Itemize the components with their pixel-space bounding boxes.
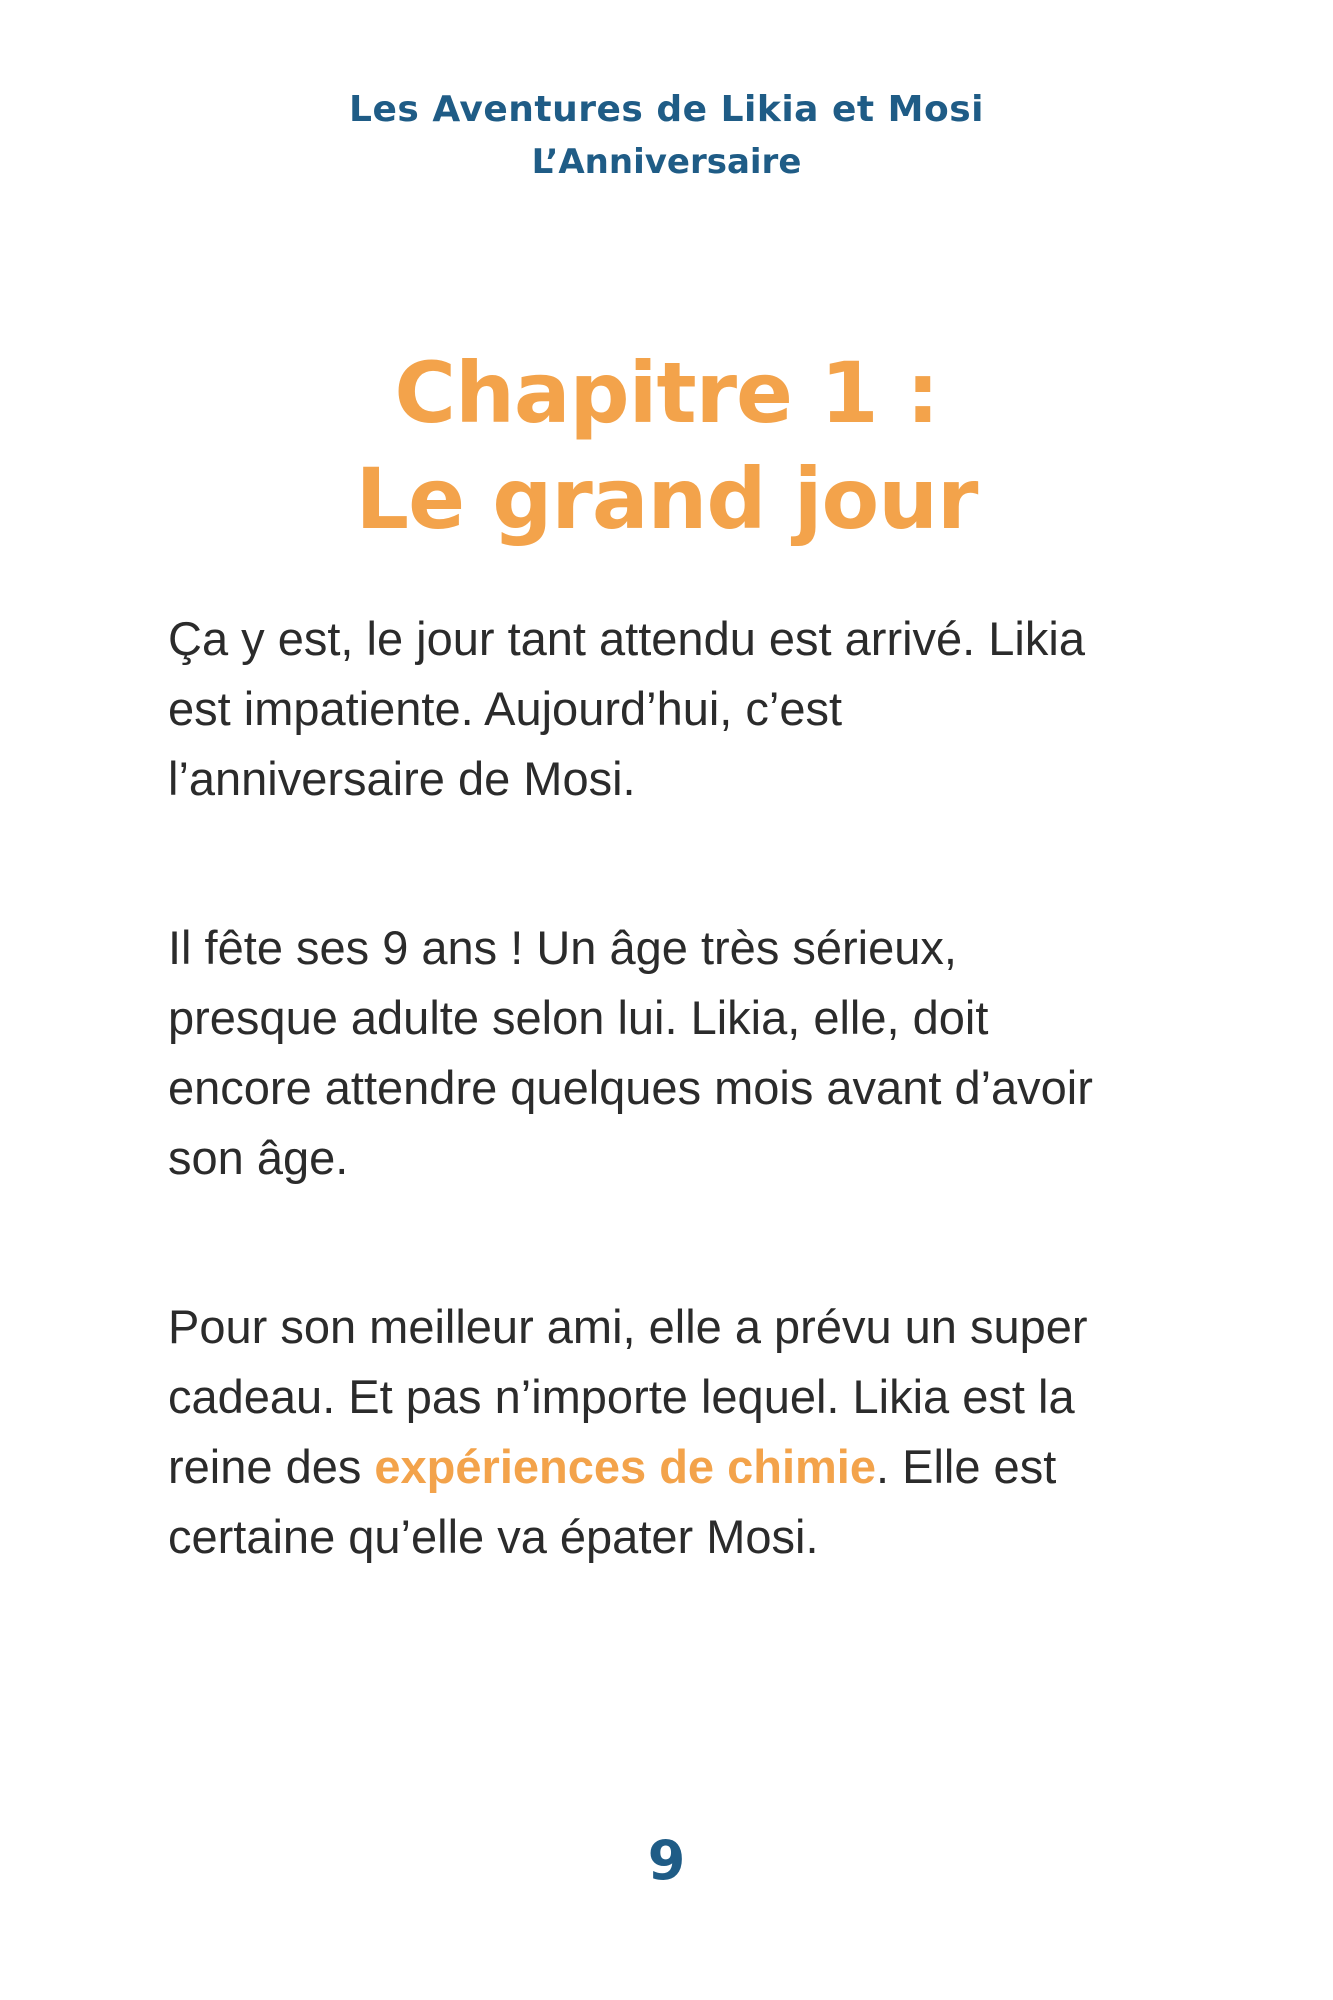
paragraph-3 <box>168 1292 1128 1572</box>
paragraph-2: Il fête ses 9 ans ! Un âge très sérieux, presque adulte selon lui. Likia, elle, doit encore attendre quelques mois avant d’avoir son âge. <box>168 921 1093 1184</box>
paragraph-3-start: Pour son meilleur ami, elle a prévu un super cadeau. Et pas n’importe lequel. Likia est la reine des <box>168 1300 1088 1493</box>
book-title: L’Anniversaire <box>531 142 802 182</box>
page-number: 9 <box>647 1829 686 1892</box>
chapter-name: Le grand jour <box>355 450 978 548</box>
highlighted-term: expériences de chimie <box>374 1440 877 1493</box>
series-title: Les Aventures de Likia et Mosi <box>349 89 984 130</box>
chapter-body <box>168 604 1128 1671</box>
paragraph-3-end: . Elle est certaine qu’elle va épater Mosi. <box>168 1440 1057 1563</box>
paragraph-1: Ça y est, le jour tant attendu est arrivé. Likia est impatiente. Aujourd’hui, c’est l’anniversaire de Mosi. <box>168 612 1085 805</box>
running-header <box>0 84 1333 188</box>
chapter-title <box>0 340 1333 552</box>
chapter-number: Chapitre 1 : <box>394 344 939 442</box>
